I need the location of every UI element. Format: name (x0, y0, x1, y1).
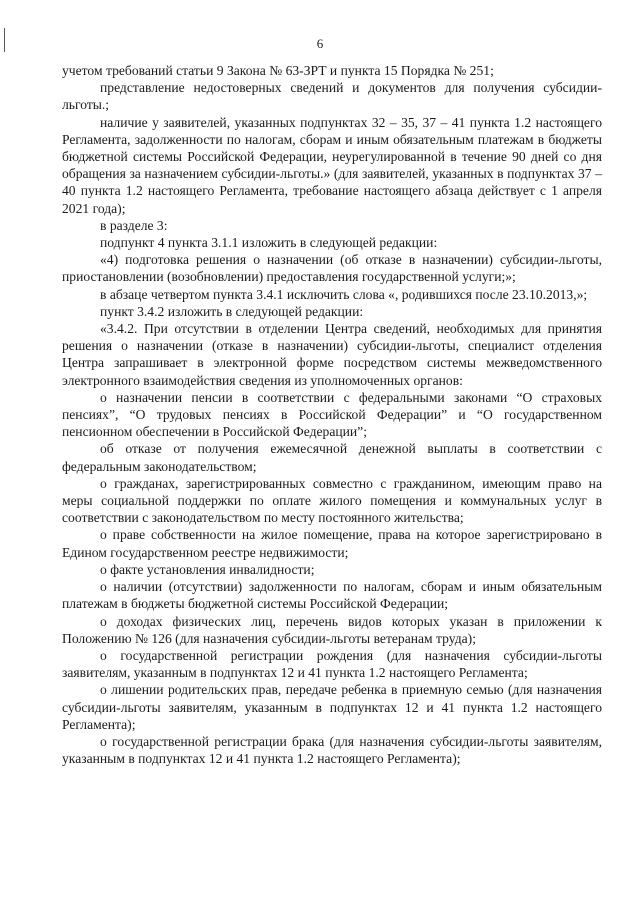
paragraph: подпункт 4 пункта 3.1.1 изложить в следующей редакции: (100, 235, 438, 251)
paragraph: о наличии (отсутствии) задолженности по налогам, сборам и иным обязательным платежам в бюджеты бюджетной системы Российской Федерации; (62, 579, 602, 612)
paragraph: учетом требований статьи 9 Закона № 63-ЗРТ и пункта 15 Порядка № 251; (62, 63, 494, 78)
paragraph: пункт 3.4.2 изложить в следующей редакции: (100, 303, 364, 319)
body-text (62, 62, 602, 767)
paragraph: «3.4.2. При отсутствии в отделении Центра сведений, необходимых для принятия решения о назначении (отказе в назначении) субсидии-льготы, специалист отделения Центра запрашивает в электронной форме посредством системы межведомственного электронного взаимодействия сведения из уполномоченных органов: (62, 321, 602, 388)
paragraph: представление недостоверных сведений и документов для получения субсидии-льготы.; (62, 80, 602, 113)
paragraph: о праве собственности на жилое помещение, права на которое зарегистрировано в Едином государственном реестре недвижимости; (62, 527, 602, 560)
paragraph: в абзаце четвертом пункта 3.4.1 исключить слова «, родившихся после 23.10.2013,»; (100, 286, 588, 302)
paragraph: о государственной регистрации рождения (для назначения субсидии-льготы заявителям, указанным в подпунктах 12 и 41 пункта 1.2 настоящего Регламента; (62, 647, 602, 681)
paragraph: о доходах физических лиц, перечень видов которых указан в приложении к Положению № 126 (для назначения субсидии-льготы ветеранам труда); (62, 613, 602, 646)
paragraph: о лишении родительских прав, передаче ребенка в приемную семью (для назначения субсидии-льготы заявителям, указанным в подпунктах 12 и 41 пункта 1.2 настоящего Регламента); (62, 682, 602, 732)
paragraph: о факте установления инвалидности; (100, 561, 315, 577)
paragraph: наличие у заявителей, указанных подпунктах 32 – 35, 37 – 41 пункта 1.2 настоящего Регламента, задолженности по налогам, сборам и иным обязательным платежам в бюджеты бюджетной системы Российской Федерации, неурегулированной в течение 90 дней со дня обращения за назначением субсидии-льготы.» (для заявителей, указанных в подпунктах 37 – 40 пункта 1.2 настоящего Регламента, требование настоящего абзаца действует с 1 апреля 2021 года); (62, 114, 602, 216)
paragraph: о назначении пенсии в соответствии с федеральными законами “О страховых пенсиях”, “О трудовых пенсиях в Российской Федерации” и “О государственном пенсионном обеспечении в Российской Федерации”; (62, 389, 602, 440)
paragraph: о гражданах, зарегистрированных совместно с гражданином, имеющим право на меры социальной поддержки по оплате жилого помещения и коммунальных услуг в соответствии с законодательством по месту постоянного жительства; (62, 475, 602, 526)
paragraph: «4) подготовка решения о назначении (об отказе в назначении) субсидии-льготы, приостановлении (возобновлении) предоставления государственной услуги;»; (62, 252, 602, 285)
page-number: 6 (316, 36, 324, 51)
paragraph: в разделе 3: (100, 217, 168, 233)
paragraph: об отказе от получения ежемесячной денежной выплаты в соответствии с федеральным законодательством; (62, 441, 602, 474)
paragraph: о государственной регистрации брака (для назначения субсидии-льготы заявителям, указанным в подпунктах 12 и 41 пункта 1.2 настоящего Регламента); (62, 733, 602, 767)
